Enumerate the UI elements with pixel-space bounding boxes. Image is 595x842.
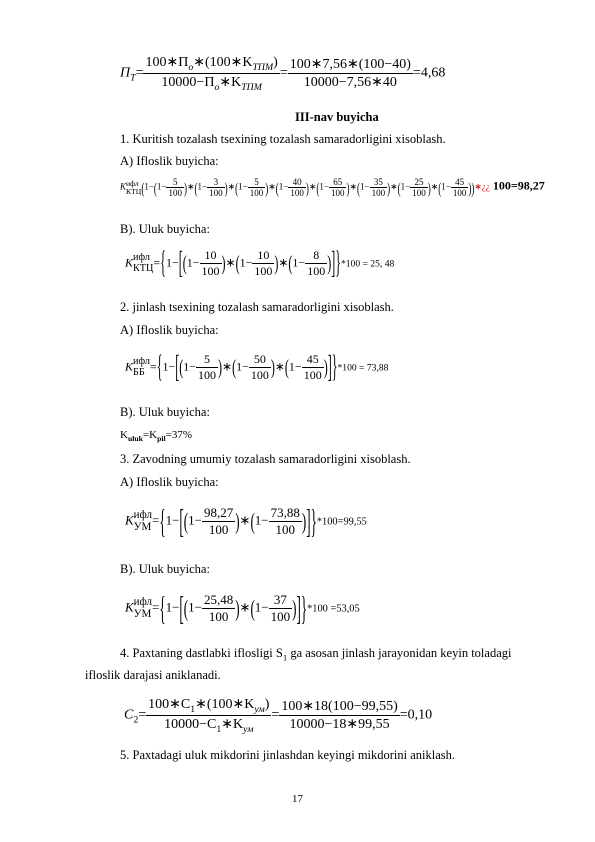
coefficient-subscript: КТЦ: [133, 262, 154, 274]
coefficient-superscript: ифл: [126, 178, 139, 188]
fraction-numerator: 3: [207, 177, 225, 188]
fraction: [329, 177, 350, 198]
step-1b-label: B). Uluk buyicha:: [120, 222, 210, 236]
paren-close: ): [270, 354, 275, 380]
coefficient-subscript: УМ: [133, 520, 152, 533]
brace-open: {: [156, 348, 163, 385]
coefficient-symbol: K: [125, 255, 134, 270]
formula-fraction: $\frac{100∗П_o∗(100∗K_{TПМ})}{10000-П_o∗K_{TПМ}}$: [145, 55, 278, 93]
formula-fraction-values: $\frac{100∗7,56∗(100-40)}{10000-7,56∗40}$: [289, 56, 411, 90]
step-2b-label: B). Uluk buyicha:: [120, 405, 210, 419]
paren-open: (: [179, 354, 184, 380]
coefficient-subscript: УМ: [133, 607, 152, 620]
formula-pollution-total: $П_T=$ $\frac{100∗П_o∗(100∗K_{TПМ})}{10000-П_o∗K_{TПМ}}$ = $\frac{100∗7,56∗(100-40)}{10000-7,56∗40}$ =4,68: [120, 55, 446, 93]
fraction-numerator: 98,27: [203, 505, 234, 520]
fraction-numerator: 40: [288, 177, 306, 188]
paren-open: (: [397, 178, 401, 197]
fraction: [202, 592, 235, 625]
fraction-numerator: 5: [248, 177, 266, 188]
coefficient-indices: [134, 597, 152, 619]
paren-close: ): [221, 250, 226, 276]
fraction-denominator: 100: [168, 188, 182, 198]
fraction: [305, 248, 327, 279]
paren-open: (: [250, 594, 255, 622]
formula-result: *100 = 73,88: [337, 362, 389, 374]
fraction-numerator: 37: [269, 592, 293, 609]
fraction-numerator: 10: [200, 248, 222, 264]
formula-result: *100 = 25, 48: [340, 258, 395, 270]
fraction-denominator: 100: [254, 264, 273, 278]
coefficient-indices: [133, 253, 153, 273]
brace-close: }: [300, 587, 308, 627]
coefficient-superscript: ифл: [133, 509, 152, 522]
paren-open: (: [250, 507, 255, 535]
paren-close: ): [301, 507, 307, 535]
fraction-denominator: 100: [330, 188, 345, 198]
coefficient-subscript: ББ: [133, 366, 145, 378]
fraction: [269, 505, 302, 538]
paren-close: ): [274, 250, 279, 276]
fraction-denominator: 100: [452, 188, 467, 198]
coefficient-subscript: КТЦ: [126, 186, 142, 196]
paren-close: ): [235, 594, 240, 622]
brace-close: }: [310, 500, 317, 540]
fraction: [451, 177, 472, 198]
paren-close: ): [224, 178, 228, 197]
coefficient-symbol: K: [125, 512, 134, 528]
coefficient-symbol: K: [120, 181, 127, 192]
step-3-title: 3. Zavodning umumiy tozalash samaradorligini xisoblash.: [120, 452, 411, 466]
paren-open: (: [183, 507, 189, 535]
fraction-denominator: 100: [209, 188, 223, 198]
fraction-denominator: 100: [371, 188, 386, 198]
fraction-numerator: 45: [302, 352, 324, 368]
brace-open: {: [160, 244, 166, 281]
fraction-denominator: 100: [303, 368, 322, 382]
fraction: [302, 352, 324, 383]
section-heading: III-nav buyicha: [295, 110, 379, 124]
bracket-open: [: [179, 500, 184, 540]
fraction-denominator: 100: [250, 368, 269, 382]
brace-open: {: [159, 587, 166, 627]
fraction-numerator: 45: [451, 177, 469, 188]
bracket-close: ]: [331, 244, 336, 281]
paren-open: (: [194, 178, 198, 197]
brace-close: }: [331, 348, 338, 385]
step-5-title: 5. Paxtadagi uluk mikdorini jinlashdan keyingi mikdorini aniklash.: [120, 748, 456, 762]
fraction-denominator: 100: [208, 522, 229, 537]
paren-open: (: [153, 178, 157, 197]
fraction: [288, 177, 306, 198]
paren-open: (: [438, 178, 442, 197]
paren-close: ): [218, 354, 223, 380]
fraction-numerator: 65: [329, 177, 347, 188]
step-4-line-2: ifloslik darajasi aniklanadi.: [85, 668, 221, 682]
paren-close: ): [265, 178, 269, 197]
fraction: [207, 177, 225, 198]
formula-1b: K ифл КТЦ ={1−[(1− $\frac{10}{100}$ )∗(1− $\frac{10}{100}$ )∗(1− $\frac{8}{100}$ )]}*100 = 25, 48: [125, 248, 394, 279]
brace-close: }: [335, 244, 341, 281]
paren-close: ): [183, 178, 187, 197]
formula-lhs: П: [120, 65, 131, 81]
fraction: [252, 248, 274, 279]
step-2-title: 2. jinlash tsexining tozalash samaradorligini xisoblash.: [120, 300, 394, 314]
fraction: [200, 248, 222, 279]
fraction-denominator: 100: [307, 264, 326, 278]
fraction-numerator: 8: [305, 248, 327, 264]
formula-3a: K ифл УМ ={1−[(1− $\frac{98,27}{100}$ )∗(1− $\frac{73,88}{100}$ )]}*100=99,55: [125, 505, 367, 538]
step-4-line-1: 4. Paxtaning dastlabki iflosligi $S_1$ ga asosan jinlash jarayonidan keyin toladagi: [120, 646, 512, 663]
formula-result: *100 =53,05: [307, 603, 360, 615]
fraction-denominator: 100: [249, 188, 264, 198]
paren-open: (: [232, 354, 237, 380]
paren-open: (: [235, 178, 239, 197]
paren-open: (: [182, 250, 187, 276]
step-1-title: 1. Kuritish tozalash tsexining tozalash samaradorligini xisoblash.: [120, 132, 446, 146]
paren-open: (: [235, 250, 240, 276]
paren-close: ): [427, 178, 431, 197]
fraction-denominator: 100: [208, 609, 229, 624]
formula-fraction-values: $\frac{100∗18(100-99,55)}{10000-18∗99,55}$: [281, 698, 398, 732]
bracket-close: ]: [327, 348, 332, 385]
coefficient-indices: [133, 357, 150, 377]
fraction-denominator: 100: [201, 264, 220, 278]
step-3a-label: A) Ifloslik buyicha:: [120, 475, 219, 489]
paren-close: ): [468, 178, 472, 197]
step-1a-label: A) Ifloslik buyicha:: [120, 154, 219, 168]
fraction: [202, 505, 235, 538]
formula-1a: K ифл КТЦ (1−(1− $\frac{5}{100}$ )∗(1− $\frac{3}{100}$ )∗(1− $\frac{5}{100}$ )∗(1− $\frac{40}{100}$ )∗(1− $\frac{65}{100}$ )∗(1− $\frac{35}{100}$ )∗(1− $\frac{25}{100}$ )∗(1− $\frac{45}{100}$ ))∗¿¿ 100=98,27: [120, 177, 545, 198]
fraction: [249, 352, 271, 383]
paren-close: ): [471, 178, 475, 197]
paren-close: ): [327, 250, 332, 276]
fraction-denominator: 100: [270, 609, 291, 624]
fraction-denominator: 100: [275, 522, 296, 537]
paren-open: (: [141, 178, 145, 197]
formula-tail: ∗¿¿: [474, 181, 490, 192]
step-3b-label: B). Uluk buyicha:: [120, 562, 210, 576]
coefficient-indices: [134, 510, 152, 532]
coefficient-superscript: ифл: [133, 356, 150, 368]
step-2b-equation: $K_{uluk}=K_{pil}=37\%$: [120, 429, 193, 444]
paren-close: ): [305, 178, 309, 197]
paren-open: (: [357, 178, 361, 197]
fraction-numerator: 5: [196, 352, 218, 368]
coefficient-symbol: K: [125, 599, 134, 615]
step-2a-label: A) Ifloslik buyicha:: [120, 323, 219, 337]
formula-result: *100=99,55: [316, 516, 367, 528]
fraction: [269, 592, 293, 625]
paren-open: (: [183, 594, 189, 622]
fraction: [248, 177, 269, 198]
fraction-numerator: 35: [370, 177, 388, 188]
coefficient-superscript: ифл: [133, 252, 150, 264]
paren-open: (: [288, 250, 293, 276]
fraction-numerator: 25,48: [203, 592, 234, 607]
coefficient-symbol: K: [125, 359, 134, 374]
fraction-denominator: 100: [412, 188, 426, 198]
paren-open: (: [284, 354, 289, 380]
page-number: 17: [292, 793, 303, 805]
fraction: [410, 177, 428, 198]
fraction: [196, 352, 218, 383]
formula-fraction: $\frac{100∗C_1∗(100∗K_{ум})}{10000-C_1∗K_{ум}}$: [148, 697, 270, 735]
fraction-denominator: 100: [198, 368, 217, 382]
fraction-numerator: 50: [249, 352, 271, 368]
paren-close: ): [387, 178, 391, 197]
fraction: [166, 177, 184, 198]
coefficient-superscript: ифл: [133, 596, 152, 609]
bracket-close: ]: [296, 587, 301, 627]
formula-result: 100=98,27: [489, 178, 545, 193]
fraction-numerator: 5: [166, 177, 184, 188]
formula-2a: K ифл ББ ={1−[(1− $\frac{5}{100}$ )∗(1− $\frac{50}{100}$ )∗(1− $\frac{45}{100}$ )]}*100 = 73,88: [125, 352, 388, 383]
bracket-open: [: [175, 348, 180, 385]
fraction-denominator: 100: [290, 188, 304, 198]
paren-close: ): [292, 594, 297, 622]
bracket-close: ]: [306, 500, 311, 540]
formula-3b: K ифл УМ ={1−[(1− $\frac{25,48}{100}$ )∗(1− $\frac{37}{100}$ )]}*100 =53,05: [125, 592, 360, 625]
brace-open: {: [159, 500, 166, 540]
paren-close: ): [323, 354, 328, 380]
coefficient-indices: [126, 180, 141, 195]
paren-close: ): [346, 178, 350, 197]
bracket-open: [: [179, 587, 184, 627]
formula-c2: $C_2=$ $\frac{100∗C_1∗(100∗K_{ум})}{10000-C_1∗K_{ум}}$ = $\frac{100∗18(100-99,55)}{10000-18∗99,55}$ =0,10: [124, 697, 433, 735]
paren-close: ): [235, 507, 240, 535]
fraction-numerator: 10: [252, 248, 274, 264]
paren-open: (: [316, 178, 320, 197]
fraction-numerator: 73,88: [270, 505, 300, 520]
fraction: [370, 177, 391, 198]
fraction-numerator: 25: [410, 177, 428, 188]
bracket-open: [: [178, 244, 183, 281]
paren-open: (: [275, 178, 279, 197]
